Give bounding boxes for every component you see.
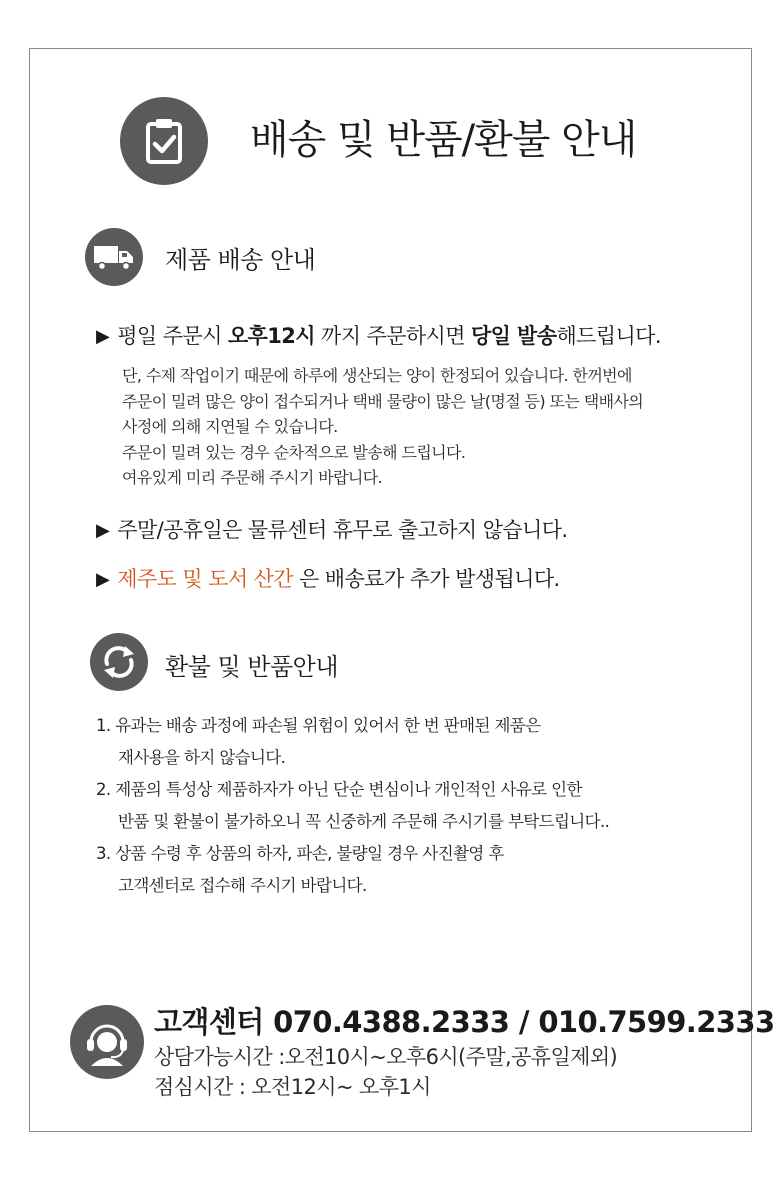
shipping-island-line: ▶ 제주도 및 도서 산간 은 배송료가 추가 발생됩니다.	[96, 567, 560, 591]
shipping-same-day-line: ▶ 평일 주문시 오후12시 까지 주문하시면 당일 발송해드립니다.	[96, 324, 661, 348]
list-item: 1. 유과는 배송 과정에 파손될 위험이 있어서 한 번 판매된 제품은 재사용을 하지 않습니다.	[96, 716, 541, 767]
shipping-holiday-line: ▶ 주말/공휴일은 물류센터 휴무로 출고하지 않습니다.	[96, 518, 568, 542]
description-line: 주문이 밀려 많은 양이 접수되거나 택배 물량이 많은 날(명절 등) 또는 택배사의	[122, 391, 644, 411]
triangle-bullet-icon: ▶	[96, 569, 110, 590]
list-item: 2. 제품의 특성상 제품하자가 아닌 단순 변심이나 개인적인 사유로 인한 반품 및 환불이 불가하오니 꼭 신중하게 주문해 주시기를 부탁드립니다..	[96, 780, 610, 831]
triangle-bullet-icon: ▶	[96, 520, 110, 541]
refund-list	[96, 710, 609, 902]
refresh-icon	[90, 633, 148, 691]
description-line: 단, 수제 작업이기 때문에 하루에 생산되는 양이 한정되어 있습니다. 한꺼번에	[122, 366, 632, 385]
customer-service-lunch: 점심시간 : 오전12시~ 오후1시	[154, 1075, 431, 1099]
description-line: 사정에 의해 지연될 수 있습니다.	[122, 417, 338, 436]
description-line: 주문이 밀려 있는 경우 순차적으로 발송해 드립니다.	[122, 442, 466, 462]
triangle-bullet-icon: ▶	[96, 326, 110, 347]
customer-service-hours: 상담가능시간 :오전10시~오후6시(주말,공휴일제외)	[154, 1045, 618, 1069]
clipboard-check-icon	[120, 97, 208, 185]
shipping-description	[122, 363, 643, 491]
headset-agent-icon	[70, 1005, 144, 1079]
customer-service-title: 고객센터 070.4388.2333 / 010.7599.2333	[154, 1005, 775, 1039]
truck-icon	[85, 228, 143, 286]
shipping-section-title: 제품 배송 안내	[165, 246, 316, 274]
refund-section-title: 환불 및 반품안내	[165, 653, 339, 681]
page-title: 배송 및 반품/환불 안내	[250, 117, 637, 163]
list-item: 3. 상품 수령 후 상품의 하자, 파손, 불량일 경우 사진촬영 후 고객센터로 접수해 주시기 바랍니다.	[96, 844, 504, 895]
description-line: 여유있게 미리 주문해 주시기 바랍니다.	[122, 468, 383, 487]
